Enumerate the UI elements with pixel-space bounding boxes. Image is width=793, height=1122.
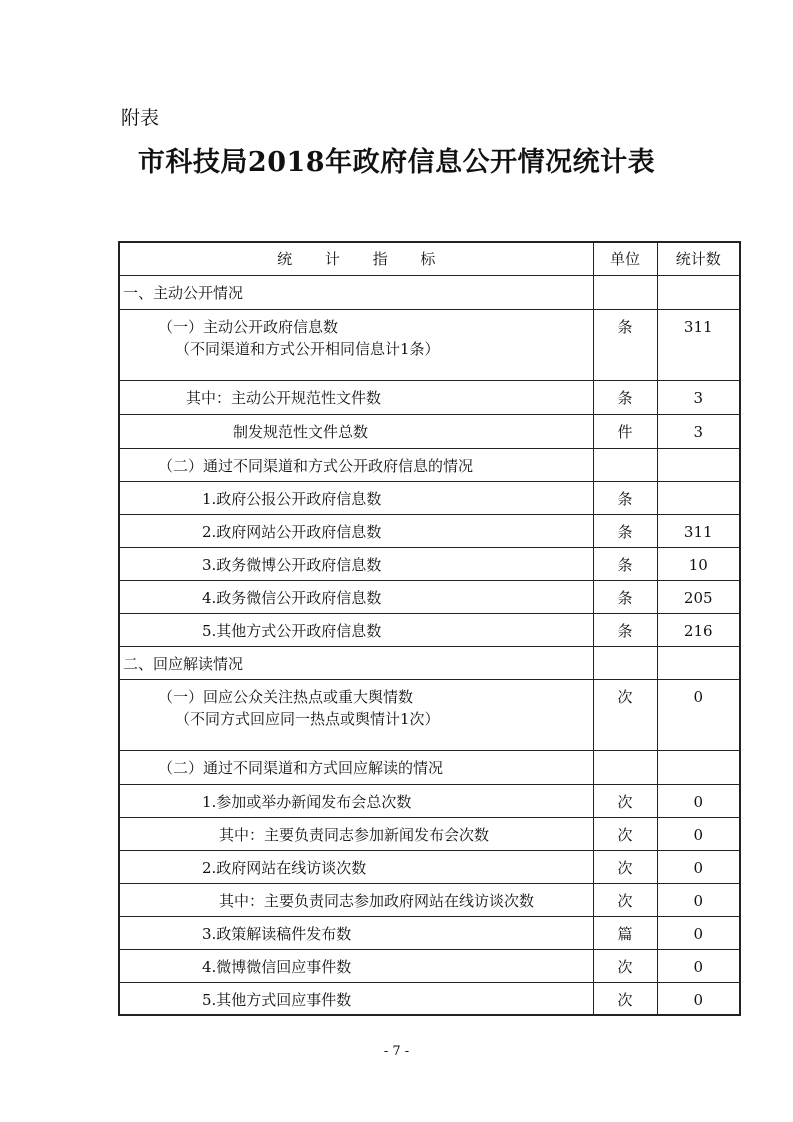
- row-unit: 次: [617, 891, 633, 910]
- table-row: [119, 380, 740, 414]
- row-count: 0: [693, 957, 704, 976]
- table-row: [119, 850, 740, 883]
- row-unit: 次: [617, 825, 633, 844]
- row-unit: 次: [617, 792, 633, 811]
- page-number: - 7 -: [383, 1044, 410, 1059]
- row-count: 3: [693, 422, 704, 441]
- table-row: [119, 817, 740, 850]
- table-row: [119, 547, 740, 580]
- row-count: [658, 482, 740, 488]
- row-label: 3.政务微博公开政府信息数: [202, 555, 382, 574]
- table-row: [119, 883, 740, 916]
- row-label: 5.其他方式回应事件数: [202, 990, 352, 1009]
- row-label: 2.政府网站在线访谈次数: [202, 858, 367, 877]
- row-label: 4.政务微信公开政府信息数: [202, 588, 382, 607]
- row-label: 4.微博微信回应事件数: [202, 957, 352, 976]
- document-title: 市科技局2018年政府信息公开情况统计表: [137, 147, 656, 178]
- table-row: [119, 646, 740, 679]
- row-count: 216: [683, 621, 713, 640]
- table-header-row: [119, 242, 740, 275]
- row-count: 311: [683, 522, 713, 541]
- row-count: [658, 647, 740, 653]
- statistics-table: [118, 241, 741, 1016]
- table-row: [119, 514, 740, 547]
- table-row: [119, 580, 740, 613]
- row-count: 311: [683, 317, 713, 336]
- row-count: 0: [693, 792, 704, 811]
- row-unit: 次: [617, 687, 633, 706]
- row-count: 0: [693, 687, 704, 706]
- row-label: 1.政府公报公开政府信息数: [202, 489, 382, 508]
- table-row: [119, 481, 740, 514]
- row-label: 其中：主动公开规范性文件数: [186, 388, 382, 407]
- row-count: 3: [693, 388, 704, 407]
- row-unit: 篇: [617, 924, 633, 943]
- row-unit: 条: [617, 621, 633, 640]
- row-label: 1.参加或举办新闻发布会总次数: [202, 792, 412, 811]
- header-unit: 单位: [593, 242, 657, 275]
- row-unit: [594, 647, 657, 653]
- row-unit: [594, 449, 657, 455]
- table-row: [119, 448, 740, 481]
- row-label: 5.其他方式公开政府信息数: [202, 621, 382, 640]
- table-row: [119, 750, 740, 784]
- row-unit: 条: [617, 388, 633, 407]
- row-count: [658, 751, 740, 757]
- row-count: 205: [683, 588, 713, 607]
- table-row: [119, 949, 740, 982]
- row-label: （二）通过不同渠道和方式公开政府信息的情况: [158, 456, 474, 475]
- row-unit: 次: [617, 858, 633, 877]
- table-row: [119, 309, 740, 380]
- row-unit: 条: [617, 489, 633, 508]
- row-count: 0: [693, 891, 704, 910]
- table-row: [119, 275, 740, 309]
- table-row: [119, 916, 740, 949]
- table-row: [119, 613, 740, 646]
- row-unit: 次: [617, 957, 633, 976]
- table-row: [119, 679, 740, 750]
- row-unit: 条: [617, 317, 633, 336]
- row-count: 0: [693, 990, 704, 1009]
- row-unit: 条: [617, 555, 633, 574]
- row-count: 0: [693, 825, 704, 844]
- row-unit: [594, 276, 657, 282]
- row-count: 10: [688, 555, 708, 574]
- table-row: [119, 982, 740, 1015]
- row-count: 0: [693, 924, 704, 943]
- row-unit: 件: [617, 422, 633, 441]
- row-label: 其中：主要负责同志参加新闻发布会次数: [219, 825, 490, 844]
- row-label: 2.政府网站公开政府信息数: [202, 522, 382, 541]
- row-label: 二、回应解读情况: [123, 654, 244, 673]
- row-label: 一、主动公开情况: [123, 283, 244, 302]
- row-label: （二）通过不同渠道和方式回应解读的情况: [158, 758, 444, 777]
- header-count: 统计数: [657, 242, 740, 275]
- row-label: 3.政策解读稿件发布数: [202, 924, 352, 943]
- row-note: （不同渠道和方式公开相同信息计1条）: [175, 339, 440, 358]
- table-row: [119, 414, 740, 448]
- row-unit: [594, 751, 657, 757]
- row-label: （一）回应公众关注热点或重大舆情数: [158, 687, 414, 706]
- row-count: 0: [693, 858, 704, 877]
- row-count: [658, 449, 740, 455]
- row-label: （一）主动公开政府信息数: [158, 317, 339, 336]
- row-label: 其中：主要负责同志参加政府网站在线访谈次数: [219, 891, 535, 910]
- row-unit: 条: [617, 588, 633, 607]
- row-unit: 次: [617, 990, 633, 1009]
- row-count: [658, 276, 740, 282]
- row-unit: 条: [617, 522, 633, 541]
- table-row: [119, 784, 740, 817]
- row-label: 制发规范性文件总数: [233, 422, 369, 441]
- header-indicator: 统 计 指 标: [119, 242, 593, 275]
- row-note: （不同方式回应同一热点或舆情计1次）: [175, 709, 440, 728]
- annex-label: 附表: [121, 107, 160, 129]
